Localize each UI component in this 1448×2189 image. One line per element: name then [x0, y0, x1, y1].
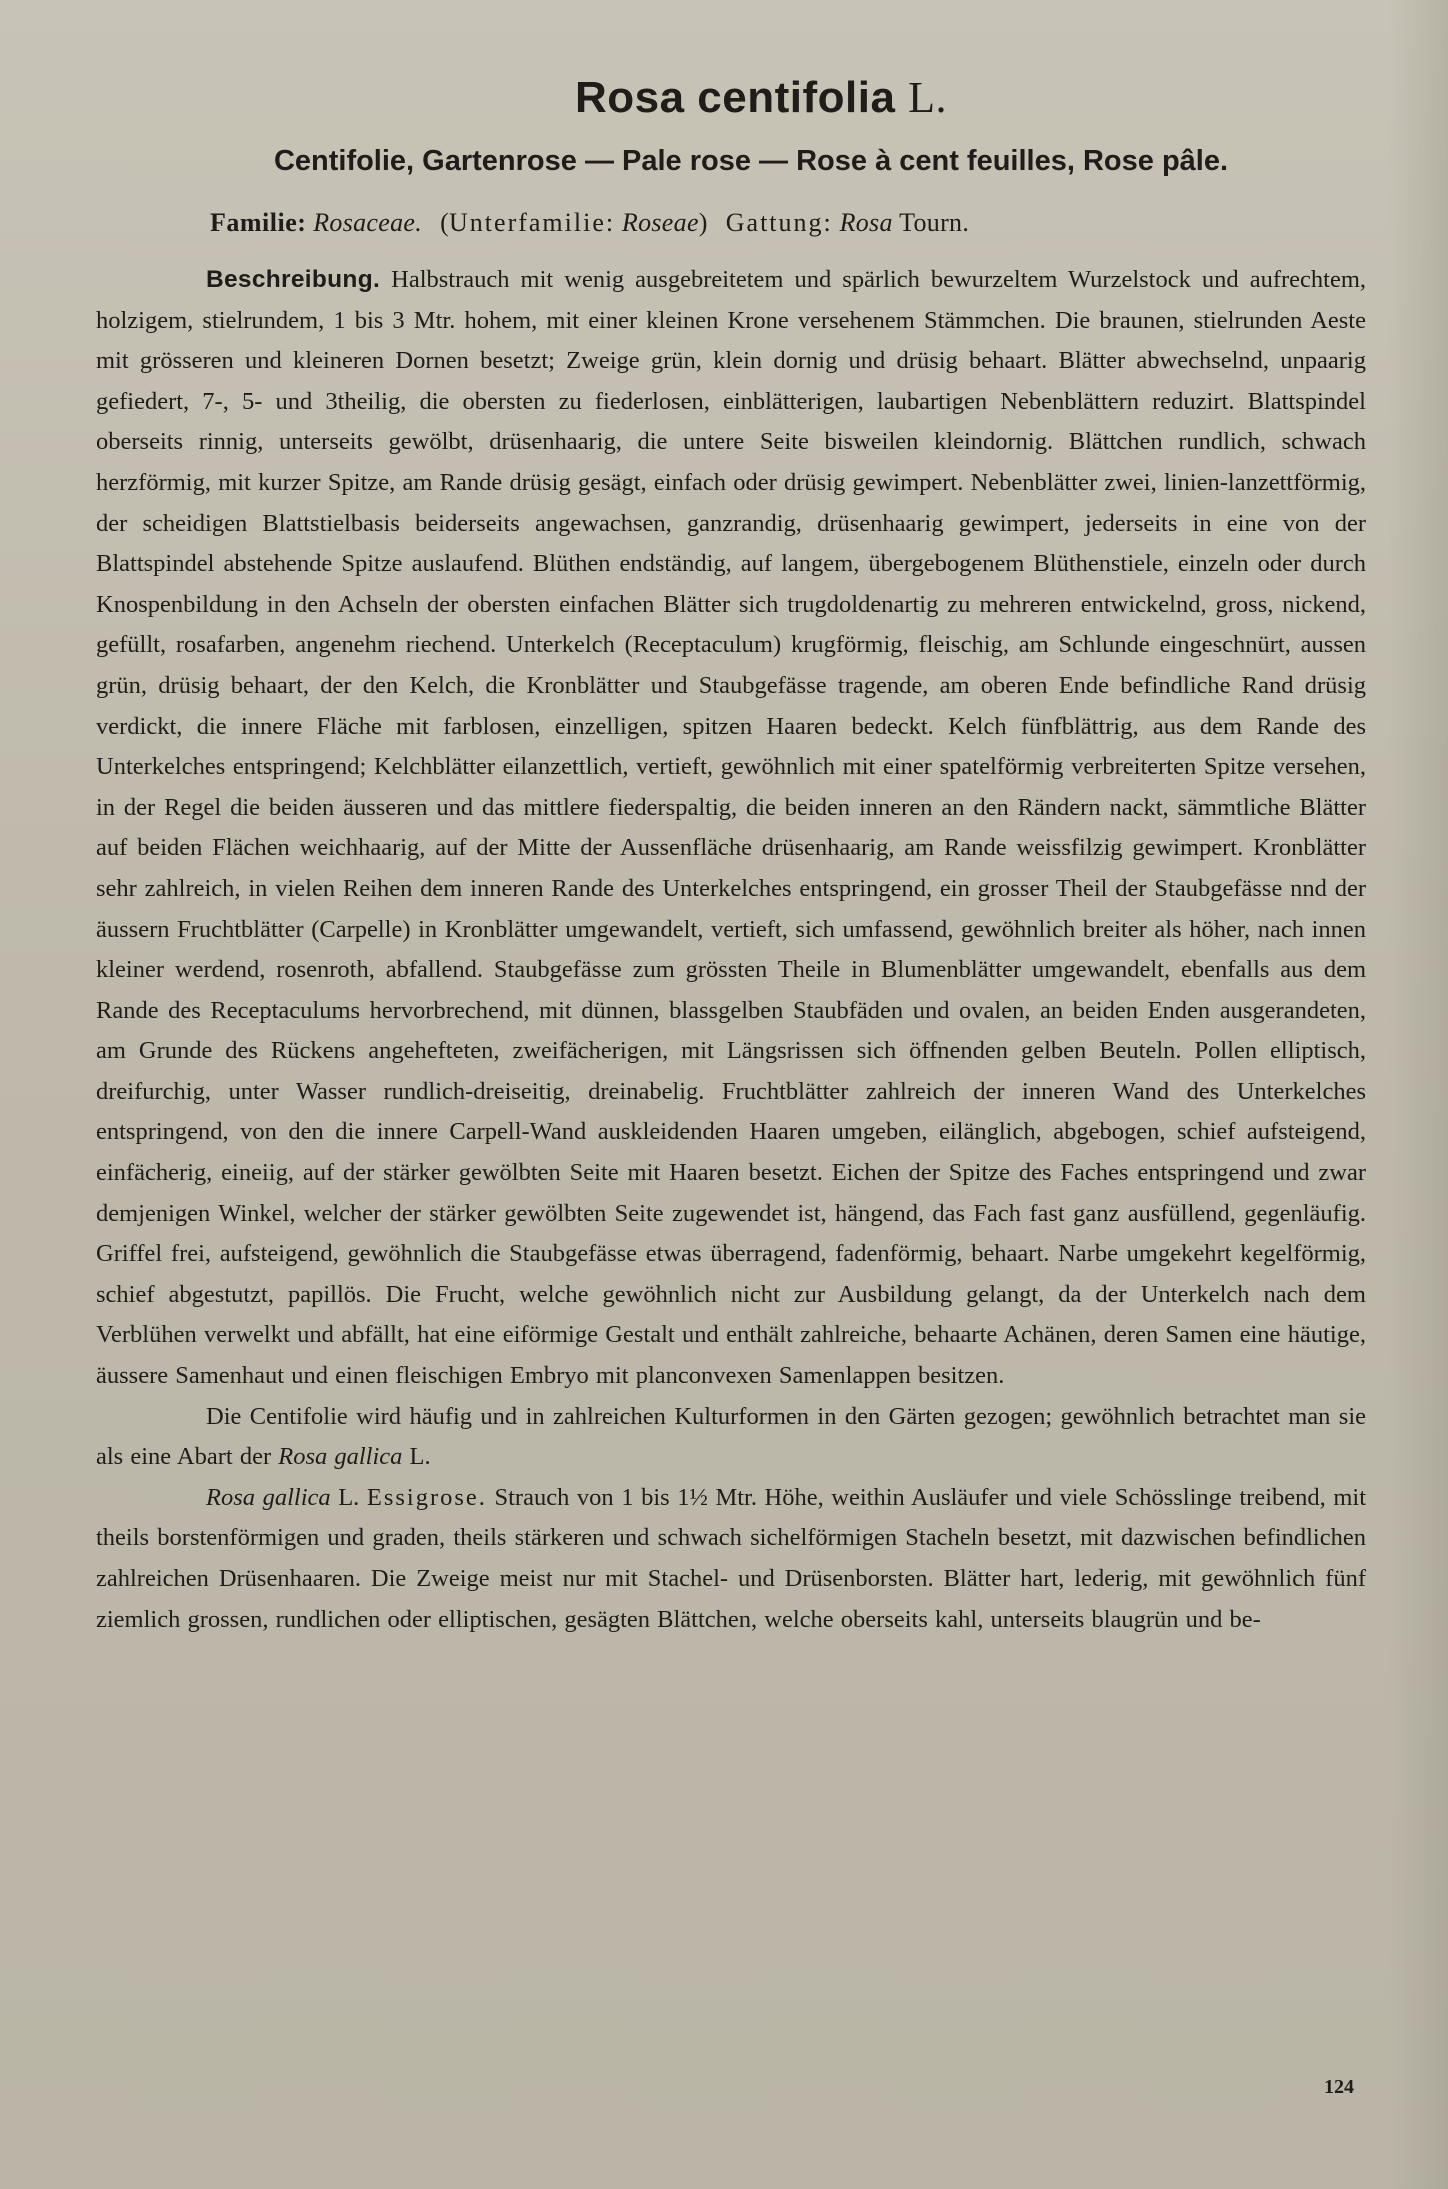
- page-edge-shadow: [1388, 0, 1448, 2189]
- page-content: [96, 72, 1366, 1640]
- genus-author: Tourn.: [899, 208, 970, 237]
- taxonomy-line: [210, 208, 1366, 238]
- title-author: L.: [908, 73, 948, 122]
- gallica-paragraph: [96, 1478, 1366, 1640]
- gallica-common-name: Essigrose.: [366, 1483, 487, 1511]
- gallica-text: Strauch von 1 bis 1½ Mtr. Höhe, weithin Ausläufer und viele Schösslinge treibend, mit theils borstenförmigen und graden, theils stärkeren und schwach sichelförmigen Stacheln besetzt, mit dazwischen befindlichen zahlreichen Drüsenhaaren. Die Zweige meist nur mit Stachel- und Drüsenborsten. Blätter hart, lederig, mit gewöhnlich fünf ziemlich grossen, rundlichen oder elliptischen, gesägten Blättchen, welche oberseits kahl, unterseits blaugrün und be-: [96, 1483, 1366, 1633]
- page-number: 124: [1324, 2076, 1354, 2098]
- subfamily-open: (: [440, 208, 450, 237]
- subfamily-label: Unterfamilie:: [449, 208, 616, 237]
- cultivation-paragraph: [96, 1397, 1366, 1478]
- family-value: Rosaceae.: [313, 208, 423, 237]
- description-heading: Beschreibung.: [206, 266, 381, 293]
- title-species: Rosa centifolia: [574, 73, 896, 122]
- description-paragraph: [96, 260, 1366, 1397]
- gallica-author: L.: [338, 1483, 360, 1511]
- family-label: Familie:: [210, 208, 307, 237]
- cultivation-author: L.: [409, 1443, 431, 1471]
- description-text: Halbstrauch mit wenig ausgebreitetem und spärlich bewurzeltem Wurzelstock und aufrechtem, holzigem, stielrundem, 1 bis 3 Mtr. hohem, mit einer kleinen Krone versehenem Stämmchen. Die braunen, stielrunden Aeste mit grösseren und kleineren Dornen besetzt; Zweige grün, klein dornig und drüsig behaart. Blätter abwechselnd, unpaarig gefiedert, 7-, 5- und 3theilig, die obersten zu fiederlosen, einblätterigen, laubartigen Nebenblättern reduzirt. Blattspindel oberseits rinnig, unterseits gewölbt, drüsenhaarig, die untere Seite bisweilen kleindornig. Blättchen rundlich, schwach herzförmig, mit kurzer Spitze, am Rande drüsig gesägt, einfach oder drüsig gewimpert. Nebenblätter zwei, linien-lanzettförmig, der scheidigen Blattstielbasis beiderseits angewachsen, ganzrandig, drüsenhaarig gewimpert, jederseits in eine von der Blattspindel abstehende Spitze auslaufend. Blüthen endständig, auf langem, übergebogenem Blüthenstiele, einzeln oder durch Knospenbildung in den Achseln der obersten einfachen Blätter sich trugdoldenartig zu mehreren entwickelnd, gross, nickend, gefüllt, rosafarben, angenehm riechend. Unterkelch (Receptaculum) krugförmig, fleischig, am Schlunde eingeschnürt, aussen grün, drüsig behaart, der den Kelch, die Kronblätter und Staubgefässe tragende, am oberen Ende befindliche Rand drüsig verdickt, die innere Fläche mit farblosen, einzelligen, spitzen Haaren bedeckt. Kelch fünfblättrig, aus dem Rande des Unterkelches entspringend; Kelchblätter eilanzettlich, vertieft, gewöhnlich mit einer spatelförmig verbreiterten Spitze versehen, in der Regel die beiden äusseren und das mittlere fiederspaltig, die beiden inneren an den Rändern nackt, sämmtliche Blätter auf beiden Flächen weichhaarig, auf der Mitte der Aussenfläche drüsenhaarig, am Rande weissfilzig gewimpert. Kronblätter sehr zahlreich, in vielen Reihen dem inneren Rande des Unterkelches entspringend, ein grosser Theil der Staubgefässe nnd der äussern Fruchtblätter (Carpelle) in Kronblätter umgewandelt, vertieft, sich umfassend, gewöhnlich breiter als höher, nach innen kleiner werdend, rosenroth, abfallend. Staubgefässe zum grössten Theile in Blumenblätter umgewandelt, ebenfalls aus dem Rande des Receptaculums hervorbrechend, mit dünnen, blassgelben Staubfäden und ovalen, an beiden Enden ausgerandeten, am Grunde des Rückens angehefteten, zweifächerigen, mit Längsrissen sich öffnenden gelben Beuteln. Pollen elliptisch, dreifurchig, unter Wasser rundlich-dreiseitig, dreinabelig. Fruchtblätter zahlreich der inneren Wand des Unterkelches entspringend, von den die innere Carpell-Wand auskleidenden Haaren umgeben, eilänglich, abgebogen, schief aufsteigend, einfächerig, eineiig, auf der stärker gewölbten Seite mit Haaren besetzt. Eichen der Spitze des Faches entspringend und zwar demjenigen Winkel, welcher der stärker gewölbten Seite zugewendet ist, hängend, das Fach fast ganz ausfüllend, gegenläufig. Griffel frei, aufsteigend, gewöhnlich die Staubgefässe etwas überragend, fadenförmig, behaart. Narbe umgekehrt kegelförmig, schief abgestutzt, papillös. Die Frucht, welche gewöhnlich nicht zur Ausbildung gelangt, da der Unterkelch nach dem Verblühen verwelkt und abfällt, hat eine eiförmige Gestalt und enthält zahlreiche, behaarte Achänen, deren Samen eine häutige, äussere Samenhaut und einen fleischigen Embryo mit planconvexen Samenlappen besitzen.: [96, 266, 1367, 1390]
- genus-label: Gattung:: [725, 208, 833, 237]
- page-subtitle: Centifolie, Gartenrose — Pale rose — Rose à cent feuilles, Rose pâle.: [273, 145, 1229, 177]
- cultivation-species: Rosa gallica: [278, 1443, 403, 1471]
- subfamily-value: Roseae: [621, 208, 699, 237]
- genus-value: Rosa: [839, 208, 893, 237]
- subfamily-close: ): [698, 208, 708, 237]
- page-title: [96, 72, 1366, 123]
- gallica-species: Rosa gallica: [206, 1483, 331, 1511]
- cultivation-text: Die Centifolie wird häufig und in zahlreichen Kulturformen in den Gärten gezogen; gewöhnlich betrachtet man sie als eine Abart der: [96, 1402, 1366, 1471]
